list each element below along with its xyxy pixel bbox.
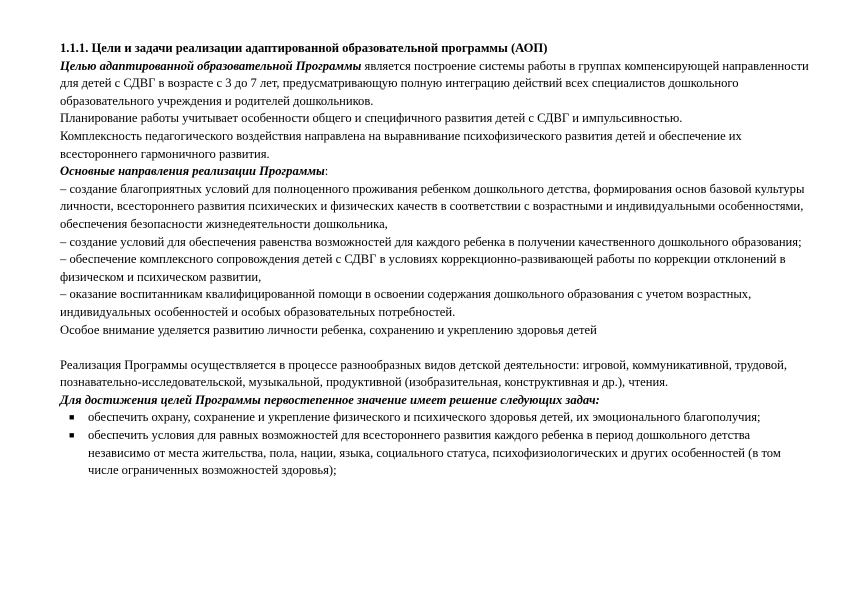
goal-text: является построение системы работы в группах компенсирующей направленности для детей с СДВГ в возрасте с 3 до 7 лет, предусматривающую полную интеграцию действий всех специалистов дошкольного образовательного учреждения и родителей дошкольников.	[60, 58, 809, 108]
direction-item: – обеспечение комплексного сопровождения детей с СДВГ в условиях коррекционно-развивающей работы по коррекции отклонений в физическом и психическом развитии,	[60, 252, 786, 284]
task-text: обеспечить условия для равных возможностей для всестороннего развития каждого ребенка в период дошкольного детства независимо от места жительства, пола, нации, языка, социального статуса, психофизиологических и других особенностей (в том числе ограниченных возможностей здоровья);	[88, 428, 781, 478]
tasks-list	[60, 409, 812, 479]
direction-item: – создание условий для обеспечения равенства возможностей для каждого ребенка в получении качественного дошкольного образования;	[60, 234, 802, 249]
task-item	[60, 409, 812, 427]
complexity-paragraph: Комплексность педагогического воздействия направлена на выравнивание психофизического развития детей и обеспечение их всестороннего гармоничного развития.	[60, 128, 742, 161]
directions-heading	[60, 163, 812, 181]
goal-paragraph	[60, 58, 812, 111]
direction-item: – создание благоприятных условий для полноценного проживания ребенком дошкольного детства, формирования основ базовой культуры личности, всестороннего развития психических и физических качеств в соответствии с возрастными и индивидуальными особенностями, обеспечения безопасности жизнедеятельности дошкольника,	[60, 181, 805, 231]
square-bullet-icon: ■	[69, 430, 75, 441]
special-attention-paragraph: Особое внимание уделяется развитию личности ребенка, сохранению и укреплению здоровья детей	[60, 322, 597, 337]
directions-lead: Основные направления реализации Программы	[60, 164, 325, 179]
blank-line	[60, 339, 812, 357]
implementation-paragraph: Реализация Программы осуществляется в процессе разнообразных видов детской деятельности: игровой, коммуникативной, трудовой, познавательно-исследовательской, музыкальной, продуктивной (изобразительная, конструктивная и др.), чтения.	[60, 357, 788, 390]
tasks-heading: Для достижения целей Программы первостепенное значение имеет решение следующих задач:	[60, 392, 600, 407]
task-text: обеспечить охрану, сохранение и укрепление физического и психического здоровья детей, их эмоционального благополучия;	[88, 410, 761, 425]
square-bullet-icon: ■	[69, 412, 75, 423]
direction-item: – оказание воспитанникам квалифицированной помощи в освоении содержания дошкольного образования с учетом возрастных, индивидуальных особенностей и особых образовательных потребностей.	[60, 287, 752, 319]
directions-suffix: :	[324, 164, 329, 179]
task-item	[60, 427, 812, 480]
goal-lead: Целью адаптированной образовательной Программы	[60, 58, 362, 73]
planning-paragraph: Планирование работы учитывает особенности общего и специфичного развития детей с СДВГ и импульсивностью.	[60, 111, 683, 126]
section-heading: 1.1.1. Цели и задачи реализации адаптированной образовательной программы (АОП)	[60, 41, 548, 55]
